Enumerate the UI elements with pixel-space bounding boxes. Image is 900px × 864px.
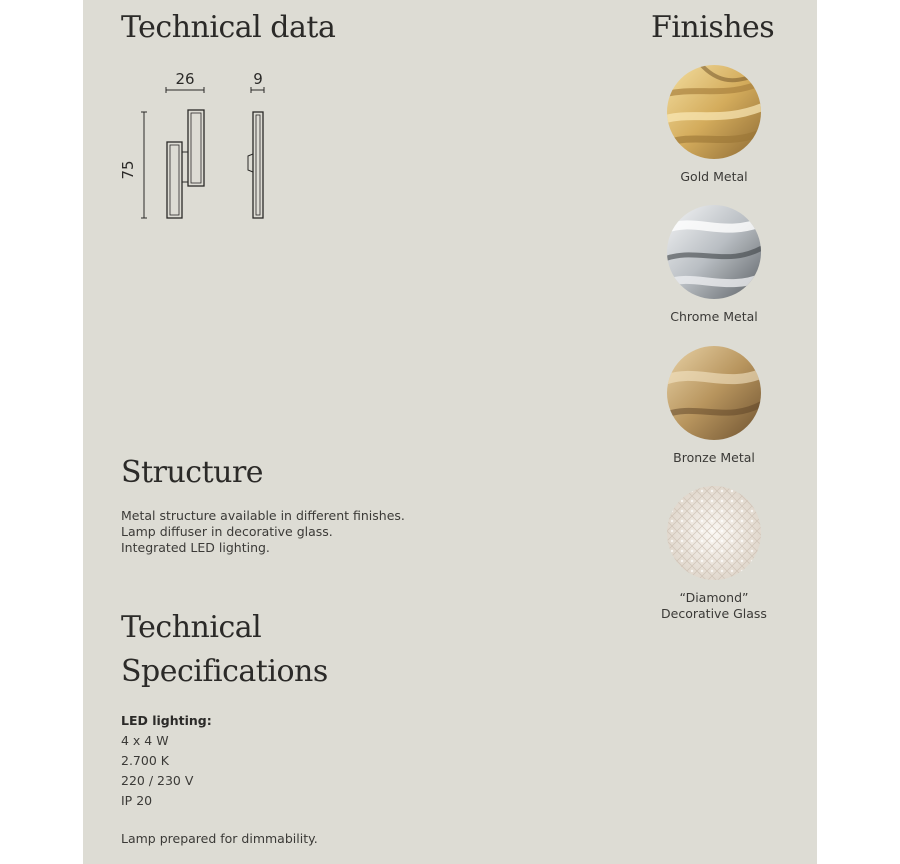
dimension-width-label: 26 [175, 70, 195, 88]
diamond-glass-label-line2: Decorative Glass [661, 606, 767, 621]
spec-value-ip-rating: IP 20 [121, 793, 153, 808]
finishes-title: Finishes [651, 10, 775, 45]
spec-value-color-temperature: 2.700 K [121, 753, 169, 768]
led-lighting-label: LED lighting: [121, 713, 212, 728]
spec-value-voltage: 220 / 230 V [121, 773, 194, 788]
structure-line: Integrated LED lighting. [121, 540, 270, 555]
bronze-metal-label: Bronze Metal [673, 450, 755, 465]
dimension-depth-label: 9 [253, 70, 263, 88]
spec-value-power: 4 x 4 W [121, 733, 169, 748]
chrome-metal-label: Chrome Metal [670, 309, 758, 324]
dimension-height-label: 75 [119, 160, 137, 180]
specifications-title-line2: Specifications [121, 654, 328, 689]
gold-metal-label: Gold Metal [680, 169, 748, 184]
gold-metal-swatch[interactable] [667, 65, 761, 159]
chrome-metal-swatch[interactable] [667, 205, 761, 299]
bronze-metal-swatch[interactable] [667, 346, 761, 440]
spec-sheet-page [83, 0, 817, 864]
diamond-glass-label [634, 590, 794, 622]
dimmability-note: Lamp prepared for dimmability. [121, 831, 318, 846]
structure-title: Structure [121, 455, 264, 490]
dimension-drawing [113, 62, 273, 227]
structure-line: Metal structure available in different finishes. [121, 508, 405, 523]
diamond-glass-label-line1: “Diamond” [679, 590, 749, 605]
specifications-title-line1: Technical [121, 610, 262, 645]
diamond-glass-swatch[interactable] [667, 486, 761, 580]
technical-data-title: Technical data [121, 10, 336, 45]
specifications-list [121, 711, 212, 811]
structure-description [121, 508, 405, 556]
structure-line: Lamp diffuser in decorative glass. [121, 524, 333, 539]
